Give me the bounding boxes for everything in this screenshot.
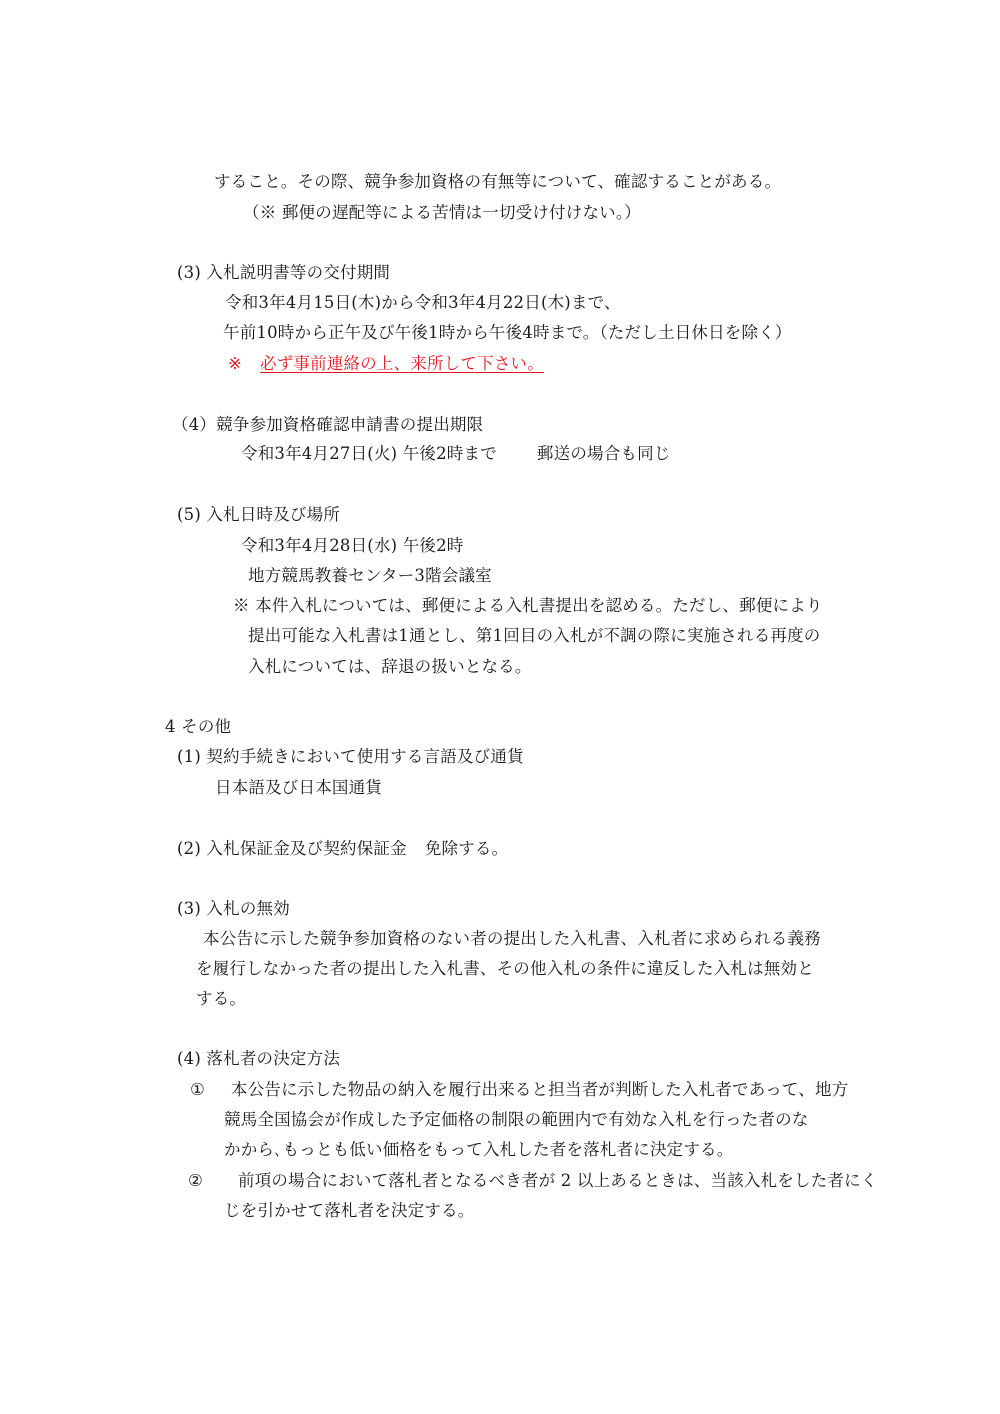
section-4-deadline-line [241,443,671,465]
continued-paragraph-line: すること。その際、競争参加資格の有無等について、確認することがある。 [214,172,782,191]
submission-deadline: 令和3年4月27日(火) 午後2時まで [241,444,497,463]
language-currency-text: 日本語及び日本国通貨 [215,778,382,797]
section-4-heading: （4）競争参加資格確認申請書の提出期限 [172,415,484,434]
note-mark: ※ [228,354,243,373]
mail-bid-note-line-2: 提出可能な入札書は1通とし、第1回目の入札が不調の際に実施される再度の [248,626,821,645]
award-item-1-line-1: 本公告に示した物品の納入を履行出来ると担当者が判断した入札者であって、地方 [231,1080,849,1099]
award-method-heading: (4) 落札者の決定方法 [177,1049,341,1068]
mail-bid-note-line-1: ※ 本件入札については、郵便による入札書提出を認める。ただし、郵便により [233,596,823,615]
mail-same-note: 郵送の場合も同じ [536,444,671,463]
deposit-line [177,838,508,860]
postal-delay-note: （※ 郵便の遅配等による苦情は一切受け付けない。） [243,203,641,222]
deposit-exemption: 免除する。 [424,839,509,858]
invalid-bid-line-2: を履行しなかった者の提出した入札書、その他入札の条件に違反した入札は無効と [196,959,814,978]
bid-place: 地方競馬教養センター3階会議室 [248,566,492,585]
award-item-2-mark: ② [188,1171,203,1190]
language-currency-heading: (1) 契約手続きにおいて使用する言語及び通貨 [177,747,524,766]
section-other-heading: 4 その他 [165,717,232,736]
mail-bid-note-line-3: 入札については、辞退の扱いとなる。 [248,657,532,676]
invalid-bid-line-3: する。 [196,989,247,1008]
invalid-bid-line-1: 本公告に示した競争参加資格のない者の提出した入札書、入札者に求められる義務 [203,929,821,948]
section-5-heading: (5) 入札日時及び場所 [177,505,341,524]
invalid-bid-heading: (3) 入札の無効 [177,899,290,918]
award-item-1-line-3: かから､もっとも低い価格をもって入札した者を落札者に決定する。 [224,1140,734,1159]
award-item-2-line-1: 前項の場合において落札者となるべき者が 2 以上あるときは、当該入札をした者にく [238,1171,878,1190]
award-item-1-line-2: 競馬全国協会が作成した予定価格の制限の範囲内で有効な入札を行った者のな [224,1110,809,1129]
award-item-2-line-2: じを引かせて落札者を決定する。 [224,1201,475,1220]
deposit-heading: (2) 入札保証金及び契約保証金 [177,839,407,858]
bid-datetime: 令和3年4月28日(水) 午後2時 [241,536,464,555]
section-3-period: 令和3年4月15日(木)から令和3年4月22日(木)まで、 [225,293,621,312]
award-item-1-mark: ① [190,1080,205,1099]
section-3-hours: 午前10時から正午及び午後1時から午後4時まで。（ただし土日休日を除く） [223,323,792,342]
section-3-advance-contact-note [228,353,544,375]
section-3-heading: (3) 入札説明書等の交付期間 [177,263,391,282]
advance-contact-text: 必ず事前連絡の上、来所して下さい。 [260,354,544,373]
